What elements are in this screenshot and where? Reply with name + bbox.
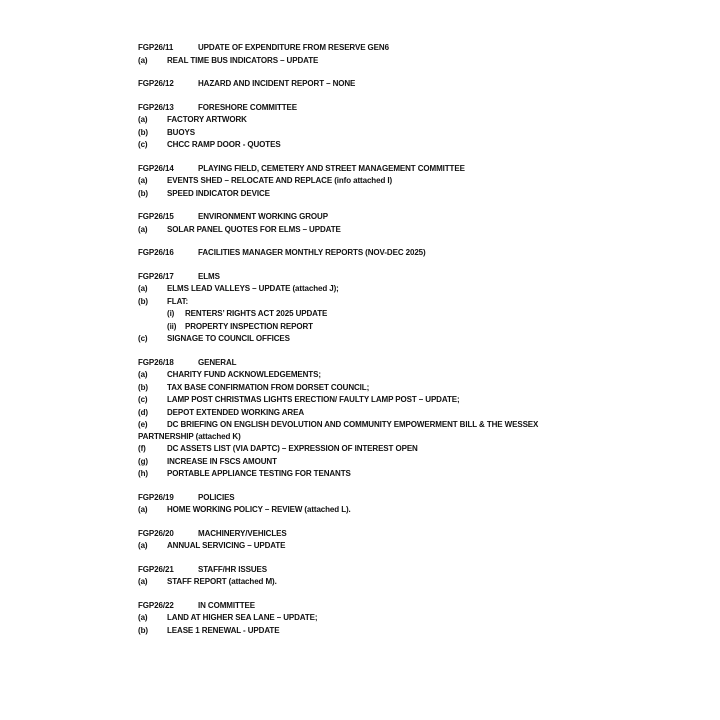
agenda-item-code: FGP26/18 — [138, 357, 174, 367]
item-marker: (a) — [138, 55, 148, 65]
item-text: LAND AT HIGHER SEA LANE – UPDATE; — [167, 613, 318, 622]
item-text: CHCC RAMP DOOR - QUOTES — [167, 140, 281, 149]
list-item — [138, 382, 578, 395]
section-heading — [138, 42, 578, 55]
section-heading — [138, 271, 578, 284]
list-item — [138, 612, 578, 625]
section-heading — [138, 528, 578, 541]
item-marker: (c) — [138, 140, 148, 149]
item-marker: (b) — [138, 382, 148, 392]
item-text: PROPERTY INSPECTION REPORT — [185, 321, 313, 331]
agenda-item-title: IN COMMITTEE — [198, 600, 256, 610]
item-text: HOME WORKING POLICY – REVIEW (attached L). — [167, 505, 351, 514]
item-marker: (a) — [138, 541, 148, 550]
list-item — [138, 139, 578, 152]
agenda-item-code: FGP26/22 — [138, 600, 174, 610]
list-item — [138, 419, 578, 443]
agenda-item-code: FGP26/21 — [138, 564, 174, 574]
list-item — [138, 114, 578, 127]
item-marker: (a) — [138, 370, 148, 379]
list-item — [138, 456, 578, 469]
list-item — [138, 468, 578, 481]
list-item — [138, 504, 578, 517]
agenda-section — [138, 271, 578, 346]
item-marker: (i) — [167, 309, 175, 318]
item-marker: (g) — [138, 456, 148, 466]
section-heading — [138, 357, 578, 370]
item-text: LEASE 1 RENEWAL - UPDATE — [167, 625, 280, 635]
list-item — [138, 369, 578, 382]
agenda-item-code: FGP26/17 — [138, 271, 174, 281]
list-item — [138, 127, 578, 140]
item-marker: (b) — [138, 296, 148, 306]
item-marker: (b) — [138, 625, 148, 635]
agenda-item-title: FACILITIES MANAGER MONTHLY REPORTS (NOV-DEC 2025) — [198, 248, 426, 257]
list-item — [138, 540, 578, 553]
list-item — [138, 175, 578, 188]
list-item — [138, 394, 578, 407]
section-heading — [138, 492, 578, 505]
item-marker: (a) — [138, 284, 148, 293]
section-heading — [138, 600, 578, 613]
agenda-item-code: FGP26/12 — [138, 79, 174, 88]
agenda-section — [138, 492, 578, 517]
item-text: SOLAR PANEL QUOTES FOR ELMS – UPDATE — [167, 224, 341, 234]
agenda-section — [138, 357, 578, 481]
agenda-section — [138, 528, 578, 553]
agenda-item-code: FGP26/15 — [138, 212, 174, 221]
agenda-item-title: MACHINERY/VEHICLES — [198, 528, 287, 538]
sub-list-item — [138, 308, 578, 321]
agenda-section — [138, 211, 578, 236]
item-marker: (b) — [138, 188, 148, 198]
agenda-section — [138, 102, 578, 152]
item-marker: (a) — [138, 613, 148, 622]
item-text: BUOYS — [167, 127, 195, 137]
item-text: ELMS LEAD VALLEYS – UPDATE (attached J); — [167, 284, 339, 293]
item-marker: (e) — [138, 420, 148, 429]
item-text: CHARITY FUND ACKNOWLEDGEMENTS; — [167, 370, 321, 379]
item-text: DC ASSETS LIST (VIA DAPTC) – EXPRESSION OF INTEREST OPEN — [167, 444, 418, 453]
list-item — [138, 407, 578, 420]
agenda-item-title: POLICIES — [198, 492, 235, 502]
agenda-section — [138, 564, 578, 589]
list-item — [138, 296, 578, 309]
section-heading — [138, 78, 578, 91]
item-text: DEPOT EXTENDED WORKING AREA — [167, 407, 305, 417]
list-item — [138, 224, 578, 237]
agenda-item-code: FGP26/19 — [138, 492, 174, 502]
item-text: RENTERS’ RIGHTS ACT 2025 UPDATE — [185, 309, 328, 318]
agenda-item-title: ELMS — [198, 271, 220, 281]
item-text: FACTORY ARTWORK — [167, 115, 247, 124]
item-text: TAX BASE CONFIRMATION FROM DORSET COUNCIL; — [167, 382, 370, 392]
item-text: FLAT: — [167, 296, 189, 306]
agenda-item-title: GENERAL — [198, 357, 237, 367]
item-marker: (a) — [138, 115, 148, 124]
item-text: ANNUAL SERVICING – UPDATE — [167, 541, 286, 550]
section-heading — [138, 102, 578, 115]
item-marker: (a) — [138, 505, 148, 514]
agenda-section — [138, 600, 578, 638]
item-text: REAL TIME BUS INDICATORS – UPDATE — [167, 55, 319, 65]
agenda-section — [138, 247, 578, 260]
list-item — [138, 576, 578, 589]
item-text: LAMP POST CHRISTMAS LIGHTS ERECTION/ FAULTY LAMP POST – UPDATE; — [167, 395, 460, 404]
sub-list-item — [138, 321, 578, 334]
list-item — [138, 55, 578, 68]
item-text: SIGNAGE TO COUNCIL OFFICES — [167, 334, 290, 343]
agenda-item-title: PLAYING FIELD, CEMETERY AND STREET MANAGEMENT COMMITTEE — [198, 163, 465, 173]
section-heading — [138, 247, 578, 260]
item-marker: (a) — [138, 224, 148, 234]
section-heading — [138, 163, 578, 176]
section-heading — [138, 211, 578, 224]
agenda-item-title: UPDATE OF EXPENDITURE FROM RESERVE GEN6 — [198, 43, 389, 52]
agenda-item-code: FGP26/11 — [138, 43, 174, 52]
item-marker: (h) — [138, 469, 148, 478]
item-text: SPEED INDICATOR DEVICE — [167, 188, 270, 198]
list-item — [138, 188, 578, 201]
agenda-item-title: FORESHORE COMMITTEE — [198, 102, 297, 112]
agenda-section — [138, 163, 578, 201]
agenda-item-code: FGP26/13 — [138, 102, 174, 112]
list-item — [138, 283, 578, 296]
agenda-section — [138, 78, 578, 91]
agenda-section — [138, 42, 578, 67]
agenda-document — [138, 42, 578, 648]
item-marker: (a) — [138, 577, 148, 586]
agenda-item-title: STAFF/HR ISSUES — [198, 564, 268, 574]
item-text: DC BRIEFING ON ENGLISH DEVOLUTION AND COMMUNITY EMPOWERMENT BILL & THE WESSEX PARTNERSHIP (attached K) — [138, 420, 539, 441]
agenda-item-code: FGP26/20 — [138, 528, 174, 538]
item-text: PORTABLE APPLIANCE TESTING FOR TENANTS — [167, 469, 351, 478]
item-marker: (c) — [138, 334, 148, 343]
item-marker: (a) — [138, 176, 148, 185]
item-marker: (d) — [138, 407, 148, 417]
item-marker: (b) — [138, 127, 148, 137]
list-item — [138, 333, 578, 346]
item-marker: (ii) — [167, 321, 177, 331]
item-text: INCREASE IN FSCS AMOUNT — [167, 456, 277, 466]
item-marker: (c) — [138, 395, 148, 404]
item-text: STAFF REPORT (attached M). — [167, 577, 277, 586]
agenda-item-title: HAZARD AND INCIDENT REPORT – NONE — [198, 79, 356, 88]
item-marker: (f) — [138, 444, 146, 453]
list-item — [138, 443, 578, 456]
list-item — [138, 625, 578, 638]
agenda-item-code: FGP26/14 — [138, 163, 174, 173]
item-text: EVENTS SHED – RELOCATE AND REPLACE (info attached I) — [167, 176, 393, 185]
agenda-item-title: ENVIRONMENT WORKING GROUP — [198, 212, 328, 221]
agenda-item-code: FGP26/16 — [138, 248, 174, 257]
section-heading — [138, 564, 578, 577]
